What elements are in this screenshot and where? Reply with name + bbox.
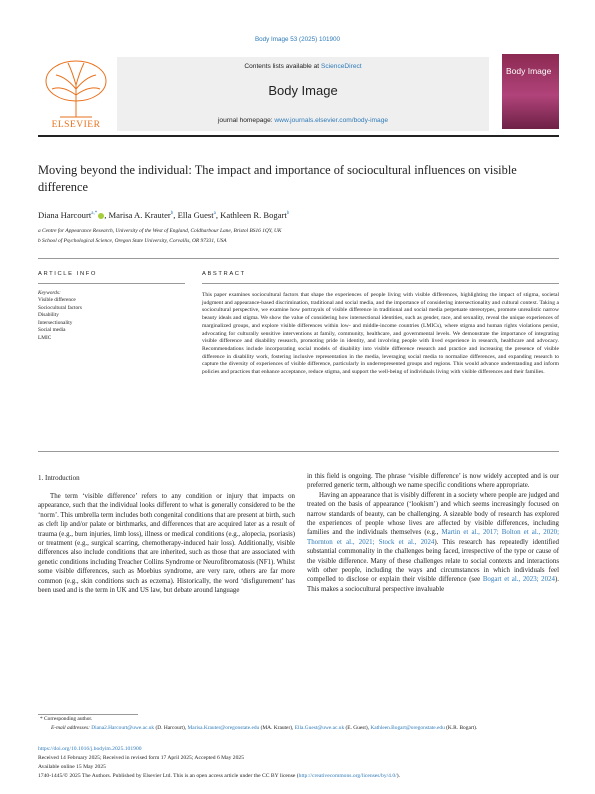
keywords-list [38, 297, 82, 343]
author-superscript[interactable]: b [286, 211, 290, 217]
article-title: Moving beyond the individual: The impact and importance of sociocultural influences on visible difference [38, 163, 517, 194]
author-superscript[interactable]: a,* [91, 211, 98, 217]
email-link[interactable]: Ella.Guest@uwe.ac.uk [294, 725, 345, 731]
email-owner: (D. Harcourt), [154, 725, 188, 731]
homepage-prefix: journal homepage: [217, 117, 275, 124]
license-text: ). [396, 773, 400, 779]
author-name[interactable]: Kathleen R. Bogart [220, 210, 287, 220]
intro-text: ). This makes a sociocultural perspective invaluable [307, 576, 559, 593]
abstract-end-rule [38, 451, 559, 452]
cover-title: Body Image [506, 66, 552, 76]
email-addresses [51, 724, 559, 732]
keyword-item: Social media [38, 327, 66, 334]
keyword-item: Disability [38, 312, 59, 319]
homepage-line [117, 117, 489, 124]
contents-prefix: Contents lists available at [244, 63, 321, 70]
intro-paragraph: in this field is ongoing. The phrase ‘visible difference’ is now widely accepted and is our preferred generic term, although we name specific conditions where appropriate. [307, 473, 559, 490]
intro-text: Having an appearance that is visibly different in a society where people are judged and treated on the basis of appearance (‘lookism’) and which seems increasingly focused on narrow standards of beauty, can be challenging. A sizeable body of research has explored the experiences of people whose lives are affected by visible differences, including families and the individuals themselves (e.g., [307, 491, 559, 537]
doi-link[interactable]: https://doi.org/10.1016/j.bodyim.2025.101900 [38, 746, 142, 752]
abstract-rule [202, 283, 559, 284]
intro-text: ). This research has repeatedly identified substantial commonality in the challenges being faced, irrespective of the type or cause of the visible difference. Many of these challenges relate to social contexts and interactions with other people, including the ways and circumstances in which individuals feel compelled to disclose or explain their visible difference (see [307, 538, 559, 584]
article-info-rule [38, 283, 185, 284]
author-superscript[interactable]: b [170, 211, 174, 217]
license-line [38, 773, 559, 779]
corresponding-author-note: * Corresponding author. [40, 716, 93, 722]
keyword-item: Sociocultural factors [38, 304, 82, 311]
abstract-heading: ABSTRACT [202, 271, 246, 277]
author-list: Diana Harcourt$^{a,*}$ , Marisa A. Krauter$^b$, Ella Guest$^a$, Kathleen R. Bogart$^b$ [38, 210, 290, 220]
email-link[interactable]: Marisa.Krauter@oregonstate.edu [187, 725, 260, 731]
keyword-item: LMIC [38, 334, 52, 341]
intro-paragraph [307, 491, 559, 594]
article-info-heading: ARTICLE INFO [38, 271, 98, 277]
affiliation-b: b School of Psychological Science, Oregon State University, Corvallis, OR 97331, USA [38, 238, 227, 244]
email-prefix: E-mail addresses: [51, 725, 92, 731]
license-text: 1740-1445/© 2025 The Authors. Published by Elsevier Ltd. This is an open access article under the CC BY license ( [38, 773, 299, 779]
email-owner: (MA. Krauter), [259, 725, 295, 731]
keyword-item: Intersectionality [38, 319, 73, 326]
affiliation-a: a Centre for Appearance Research, University of the West of England, Coldharbour Lane, Bristol BS16 1QY, UK [38, 228, 282, 234]
section-rule [38, 258, 559, 259]
available-online: Available online 15 May 2025 [38, 764, 106, 770]
header-rule [38, 135, 559, 137]
section-heading-introduction: 1. Introduction [38, 474, 80, 482]
journal-title: Body Image [268, 83, 338, 98]
keyword-item: Visible difference [38, 297, 76, 303]
abstract-text: This paper examines sociocultural factors that shape the experiences of people living with visible differences, highlighting the impact of stigma, societal judgment and appearance-based discrimination, traditional and social media, and the importance of considering intersectionality and cultural context. Taking a sociocultural perspective, we examine how portrayals of visible difference in traditional and social media perpetuate stereotypes, promote unrealistic narrow beauty ideals and stigma. We show the value of considering how intersectional identities, such as gender, race, and sexuality, reveal the unique experiences of marginalized groups, and explore visible differences within low- and middle-income countries (LMICs), where stigma and human rights violations persist, advocating for culturally sensitive interventions at family, community, healthcare, and governmental levels. We demonstrate the importance of integrating visible difference and disability research, promoting pride in identity, and involving people with lived experience in research, healthcare and advocacy. Recommendations include incorporating social models of disability into visible difference research and practice and increasing the presence of visible difference in disability work, fostering inclusive representation in the media, leveraging social media to normalize differences, and expanding research to capture the diversity of experiences of visible difference, particularly in underrepresented groups and regions. This would advance understanding and inform policies and practices that enhance acceptance, reduce stigma, and support the well-being of individuals living with visible differences and their families. [202, 292, 559, 376]
homepage-link[interactable]: www.journals.elsevier.com/body-image [274, 117, 389, 124]
publisher-wordmark: ELSEVIER [51, 120, 101, 130]
citation-link[interactable]: Bogart et al., 2023; 2024 [482, 576, 555, 584]
email-owner: (K.R. Bogart). [444, 725, 478, 731]
citation-link[interactable]: Martin et al., 2017; Bolton et al., 2020; Thornton et al., 2021; Stock et al., 2024 [307, 529, 559, 546]
email-owner: (E. Guest), [344, 725, 371, 731]
author-superscript[interactable]: a [213, 211, 216, 217]
footnote-rule [38, 714, 138, 715]
author-name[interactable]: Ella Guest [177, 210, 214, 220]
email-link[interactable]: Kathleen.Bogart@oregonstate.edu [370, 725, 445, 731]
orcid-icon[interactable] [98, 213, 104, 219]
received-dates: Received 14 February 2025; Received in revised form 17 April 2025; Accepted 6 May 2025 [38, 755, 244, 761]
contents-line [117, 63, 489, 70]
license-link[interactable]: http://creativecommons.org/licenses/by/4.0/ [298, 773, 397, 779]
sciencedirect-link[interactable]: ScienceDirect [320, 63, 362, 70]
author-name[interactable]: Diana Harcourt [38, 210, 92, 220]
keywords-heading: Keywords: [38, 290, 61, 296]
author-name[interactable]: Marisa A. Krauter [108, 210, 171, 220]
journal-reference[interactable]: Body Image 53 (2025) 101900 [254, 36, 341, 43]
intro-right-column [307, 472, 559, 594]
intro-left-column: The term ‘visible difference’ refers to any condition or injury that impacts on appearance, such that the individual looks different to what is generally considered to be the ‘norm’. This umbrella term includes both congenital conditions that are present at birth, such as cleft lip and/or palate or birthmarks, and differences that are acquired later as a result of trauma (e.g., burn injuries, limb loss), illness or medical conditions (e.g., alopecia, psoriasis) or treatment (e.g., surgical scarring, chemotherapy-induced hair loss). Additionally, visible differences also include conditions that are inherited, such as those that are associated with genetic conditions including Treacher Collins Syndrome or Neurofibromatosis (NF1). Whilst some visible differences, such as Moebius syndrome, are very rare, others are far more common (e.g., skin conditions such as eczema). Historically, the word ‘disfigurement’ has been used and is the term in UK and US law, but debate around language [38, 493, 295, 595]
email-link[interactable]: Diana2.Harcourt@uwe.ac.uk [91, 725, 155, 731]
